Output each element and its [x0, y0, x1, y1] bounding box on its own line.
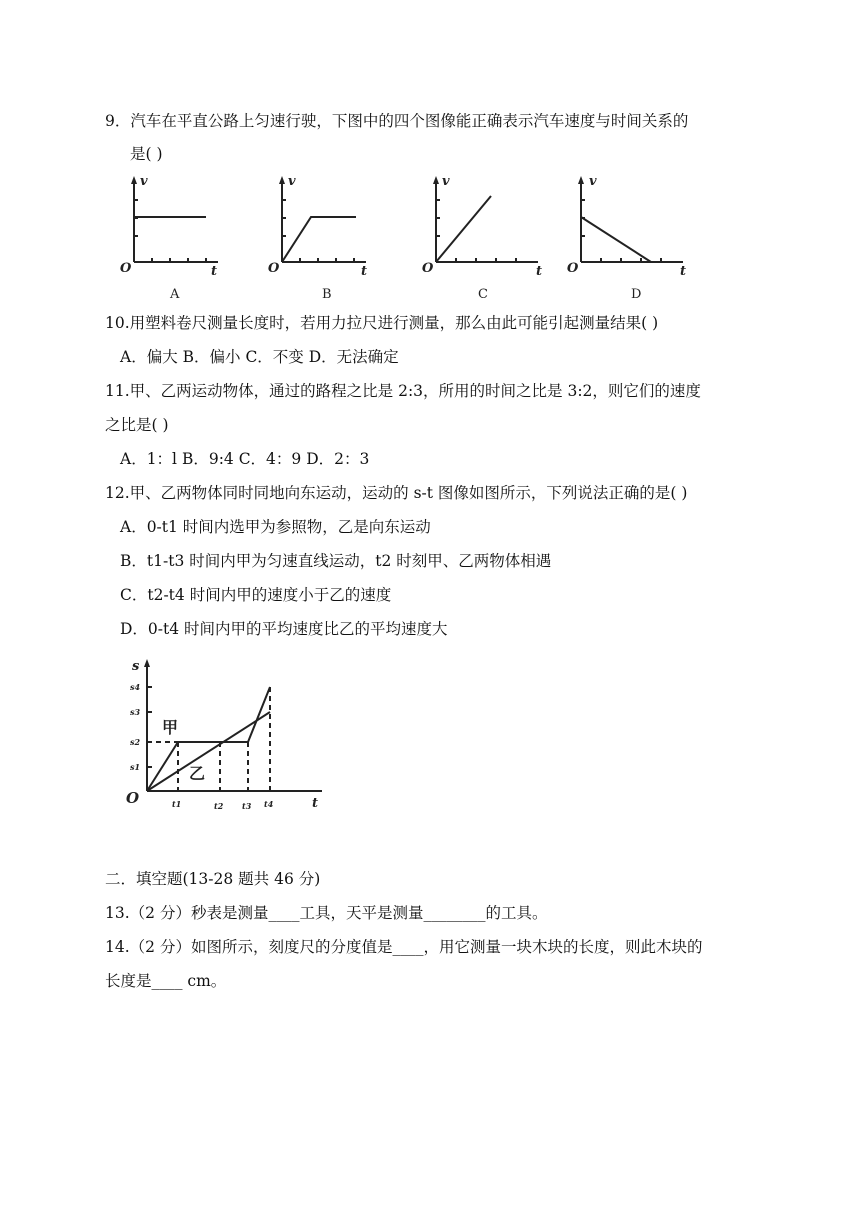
q12-s-axis-label: s: [132, 659, 140, 674]
q9-b-v-label: v: [288, 174, 296, 189]
q10-stem: 10.用塑料卷尺测量长度时，若用力拉尺进行测量，那么由此可能引起测量结果( ): [105, 314, 659, 332]
q13-text: 13.（2 分）秒表是测量____工具，天平是测量________的工具。: [105, 904, 548, 922]
q9-b-caption: B: [322, 287, 332, 302]
q9-a-origin: O: [120, 261, 132, 276]
q11-options: A．1：l B．9:4 C．4：9 D．2：3: [120, 450, 370, 468]
q12-s2-label: s2: [130, 737, 141, 747]
q9-line1: 9．汽车在平直公路上匀速行驶，下图中的四个图像能正确表示汽车速度与时间关系的: [105, 112, 689, 130]
q12-st-figure: [112, 655, 342, 825]
q12-s3-label: s3: [130, 707, 141, 717]
q12-jia-line: [147, 687, 270, 791]
q12-stem: 12.甲、乙两物体同时同地向东运动，运动的 s-t 图像如图所示，下列说法正确的是( ): [105, 484, 688, 502]
q14-line1: 14.（2 分）如图所示，刻度尺的分度值是____，用它测量一块木块的长度，则此木块的: [105, 938, 703, 956]
q12-option-c: C．t2-t4 时间内甲的速度小于乙的速度: [120, 586, 392, 604]
q12-t-axis-label: t: [312, 796, 319, 811]
q10-options: A．偏大 B．偏小 C．不变 D．无法确定: [120, 348, 399, 366]
q9-line2: 是( ): [130, 145, 163, 163]
q9-d-origin: O: [567, 261, 579, 276]
q9-a-caption: A: [170, 287, 180, 302]
q14-line2: 长度是____ cm。: [105, 972, 227, 990]
q12-option-a: A．0-t1 时间内选甲为参照物，乙是向东运动: [120, 518, 431, 536]
q9-graph-a: [118, 170, 228, 305]
q9-b-origin: O: [268, 261, 280, 276]
q9-graph-b: [266, 170, 376, 305]
q11-line2: 之比是( ): [105, 416, 169, 434]
q12-t3-label: t3: [242, 801, 252, 811]
q9-b-t-label: t: [361, 264, 368, 279]
q9-c-t-label: t: [536, 264, 543, 279]
q9-graph-c: [420, 170, 550, 305]
q12-s4-label: s4: [130, 682, 141, 692]
q9-graph-d: [565, 170, 695, 305]
q9-d-v-label: v: [589, 174, 597, 189]
q12-option-b: B．t1-t3 时间内甲为匀速直线运动，t2 时刻甲、乙两物体相遇: [120, 552, 552, 570]
q12-t1-label: t1: [172, 799, 182, 809]
q9-a-t-label: t: [211, 264, 218, 279]
q12-t4-label: t4: [264, 799, 274, 809]
q9-d-t-label: t: [680, 264, 687, 279]
q12-s1-label: s1: [130, 762, 141, 772]
q12-origin: O: [126, 789, 140, 807]
q11-line1: 11.甲、乙两运动物体，通过的路程之比是 2:3，所用的时间之比是 3:2，则它们的速度: [105, 382, 701, 400]
section2-title: 二．填空题(13-28 题共 46 分): [105, 870, 321, 888]
q12-option-d: D．0-t4 时间内甲的平均速度比乙的平均速度大: [120, 620, 448, 638]
q12-yi-label: 乙: [189, 764, 206, 783]
q12-t2-label: t2: [214, 801, 224, 811]
q9-a-v-label: v: [140, 174, 148, 189]
q9-c-v-label: v: [442, 174, 450, 189]
q12-jia-label: 甲: [162, 718, 179, 737]
q9-c-caption: C: [478, 287, 488, 302]
q9-d-caption: D: [631, 287, 642, 302]
q9-c-origin: O: [422, 261, 434, 276]
